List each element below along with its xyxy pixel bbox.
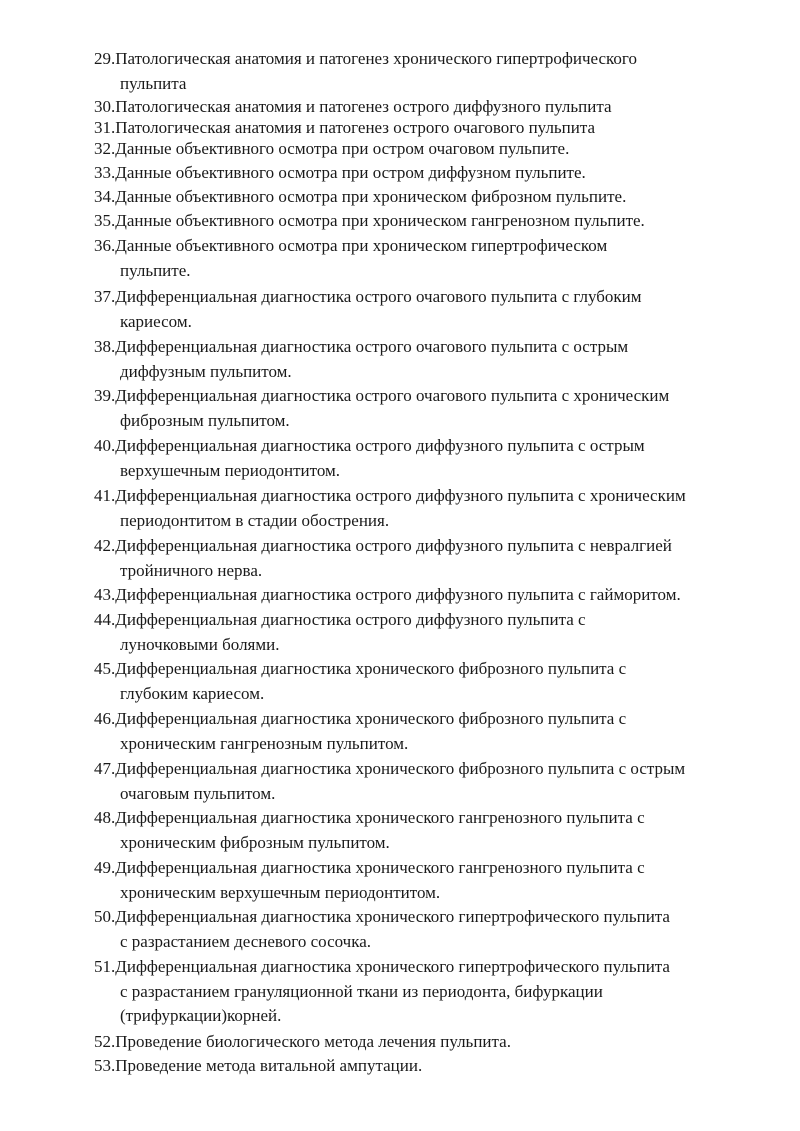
list-item-text: Дифференциальная диагностика острого диффузного пульпита с гайморитом.: [115, 585, 681, 604]
list-item-number: 39.: [94, 386, 116, 405]
list-item-first-line: [94, 434, 774, 459]
list-item: [94, 657, 774, 706]
list-item-first-line: [94, 657, 774, 682]
list-item-continuation: (трифуркации)корней.: [120, 1006, 282, 1025]
list-item-number: 40.: [94, 436, 116, 455]
list-item-continuation: глубоким кариесом.: [120, 683, 265, 703]
list-item: [94, 285, 774, 334]
list-item-number: 43.: [94, 585, 116, 604]
list-item-number: 34.: [94, 187, 116, 206]
list-item-number: 48.: [94, 808, 116, 827]
list-item-first-line: [94, 856, 774, 881]
list-item-text: Патологическая анатомия и патогенез острого очагового пульпита: [115, 118, 596, 137]
list-item-number: 47.: [94, 759, 116, 778]
list-item-text: Дифференциальная диагностика острого диффузного пульпита с: [115, 610, 586, 629]
list-item-number: 50.: [94, 907, 116, 926]
list-item-number: 35.: [94, 211, 116, 230]
list-item-number: 32.: [94, 139, 116, 158]
list-item: [94, 955, 774, 1029]
list-item-text: Дифференциальная диагностика хронического гангренозного пульпита с: [115, 808, 645, 827]
list-item-first-line: [94, 806, 774, 831]
list-item-first-line: [94, 234, 774, 259]
list-item-text: Дифференциальная диагностика острого диффузного пульпита с острым: [115, 436, 645, 455]
list-item: [94, 856, 774, 905]
list-item-text: Данные объективного осмотра при хроническом фиброзном пульпите.: [115, 187, 627, 206]
list-item-first-line: [94, 384, 774, 409]
list-item-text: Патологическая анатомия и патогенез острого диффузного пульпита: [115, 97, 612, 116]
list-item-first-line: [94, 707, 774, 732]
list-item-continuation: кариесом.: [120, 311, 192, 331]
list-item-first-line: [94, 1054, 774, 1079]
list-item-number: 52.: [94, 1032, 116, 1051]
list-item-first-line: [94, 583, 774, 608]
list-item-first-line: [94, 47, 774, 72]
list-item: [94, 484, 774, 533]
list-item-first-line: [94, 484, 774, 509]
list-item: [94, 434, 774, 483]
list-item-number: 41.: [94, 486, 116, 505]
list-item-text: Проведение биологического метода лечения пульпита.: [115, 1032, 511, 1051]
list-item-text: Дифференциальная диагностика хронического гипертрофического пульпита: [115, 957, 670, 976]
list-item-text: Данные объективного осмотра при хроническом гангренозном пульпите.: [115, 211, 645, 230]
list-item-text: Дифференциальная диагностика острого очагового пульпита с острым: [115, 337, 629, 356]
list-item-continuation: периодонтитом в стадии обострения.: [120, 510, 390, 530]
list-item-first-line: [94, 285, 774, 310]
list-item: [94, 757, 774, 806]
list-item-text: Дифференциальная диагностика острого очагового пульпита с глубоким: [115, 287, 642, 306]
list-item: [94, 234, 774, 283]
list-item-first-line: [94, 209, 774, 234]
list-item-text: Дифференциальная диагностика хронического гангренозного пульпита с: [115, 858, 645, 877]
list-item-first-line: [94, 1030, 774, 1055]
list-item: [94, 1054, 774, 1079]
list-item-first-line: [94, 905, 774, 930]
list-item-number: 38.: [94, 337, 116, 356]
list-item-number: 33.: [94, 163, 116, 182]
list-item: [94, 534, 774, 583]
list-item-first-line: [94, 608, 774, 633]
list-item-continuation: хроническим фиброзным пульпитом.: [120, 832, 390, 852]
list-item-continuation: пульпита: [120, 73, 187, 93]
list-item: [94, 583, 774, 608]
list-item-first-line: [94, 335, 774, 360]
list-item-first-line: [94, 534, 774, 559]
list-item-text: Дифференциальная диагностика острого диффузного пульпита с хроническим: [115, 486, 686, 505]
list-item: [94, 335, 774, 384]
list-item-text: Данные объективного осмотра при остром диффузном пульпите.: [115, 163, 586, 182]
list-item-number: 51.: [94, 957, 116, 976]
list-item: [94, 161, 774, 186]
list-item-continuation: с разрастанием десневого сосочка.: [120, 931, 372, 951]
list-item: [94, 384, 774, 433]
list-item: [94, 905, 774, 954]
list-item-continuation: тройничного нерва.: [120, 560, 263, 580]
list-item-text: Дифференциальная диагностика хронического фиброзного пульпита с острым: [115, 759, 686, 778]
list-item-first-line: [94, 955, 774, 980]
list-item-number: 42.: [94, 536, 116, 555]
list-item-number: 53.: [94, 1056, 116, 1075]
list-item-continuation: пульпите.: [120, 260, 191, 280]
list-item-number: 45.: [94, 659, 116, 678]
list-item-number: 37.: [94, 287, 116, 306]
list-item-continuation: хроническим верхушечным периодонтитом.: [120, 882, 441, 902]
list-item: [94, 707, 774, 756]
list-item-number: 29.: [94, 49, 116, 68]
list-item: [94, 608, 774, 657]
list-item-continuation: диффузным пульпитом.: [120, 361, 292, 381]
list-item-number: 30.: [94, 97, 116, 116]
list-item-text: Дифференциальная диагностика хронического гипертрофического пульпита: [115, 907, 670, 926]
list-item-number: 49.: [94, 858, 116, 877]
list-item-continuation: луночковыми болями.: [120, 634, 280, 654]
list-item-text: Дифференциальная диагностика хронического фиброзного пульпита с: [115, 659, 627, 678]
list-item: [94, 209, 774, 234]
list-item-number: 46.: [94, 709, 116, 728]
list-item-first-line: [94, 161, 774, 186]
list-item-continuation: верхушечным периодонтитом.: [120, 460, 341, 480]
list-item-text: Данные объективного осмотра при остром очаговом пульпите.: [115, 139, 570, 158]
list-item-continuation: очаговым пульпитом.: [120, 783, 276, 803]
list-item-continuation: хроническим гангренозным пульпитом.: [120, 733, 409, 753]
list-item-number: 36.: [94, 236, 116, 255]
list-item: [94, 47, 774, 96]
list-item-first-line: [94, 757, 774, 782]
list-item-continuation: с разрастанием грануляционной ткани из периодонта, бифуркации: [120, 981, 603, 1001]
list-item-first-line: [94, 185, 774, 210]
list-item-text: Дифференциальная диагностика острого диффузного пульпита с невралгией: [115, 536, 672, 555]
list-item: [94, 137, 774, 162]
list-item-first-line: [94, 137, 774, 162]
list-item-number: 31.: [94, 118, 116, 137]
list-item-text: Данные объективного осмотра при хроническом гипертрофическом: [115, 236, 608, 255]
list-item-text: Проведение метода витальной ампутации.: [115, 1056, 423, 1075]
list-item-number: 44.: [94, 610, 116, 629]
list-item-text: Дифференциальная диагностика хронического фиброзного пульпита с: [115, 709, 627, 728]
list-item-text: Патологическая анатомия и патогенез хронического гипертрофического: [115, 49, 637, 68]
list-item-text: Дифференциальная диагностика острого очагового пульпита с хроническим: [115, 386, 670, 405]
list-item: [94, 806, 774, 855]
list-item-continuation: фиброзным пульпитом.: [120, 410, 290, 430]
list-item: [94, 1030, 774, 1055]
list-item: [94, 185, 774, 210]
